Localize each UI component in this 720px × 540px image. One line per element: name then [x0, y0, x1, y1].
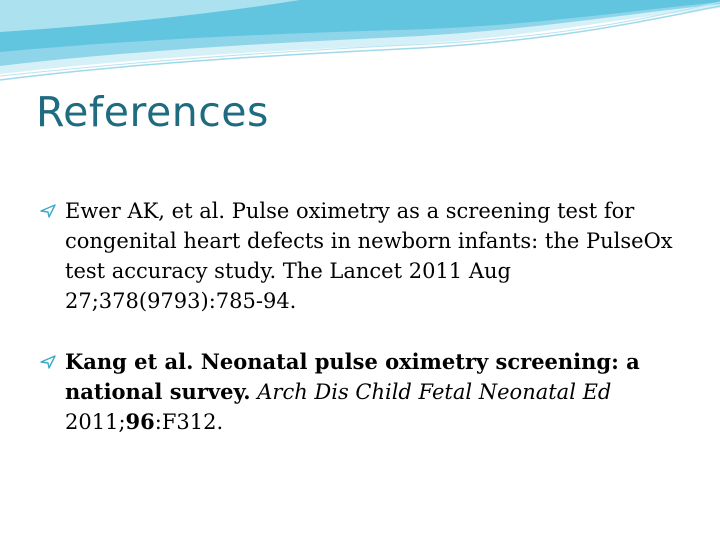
reference-volume: 96: [125, 409, 155, 434]
slide-title: References: [36, 88, 269, 136]
bullet-icon: [40, 355, 56, 369]
reference-item-1: [40, 196, 680, 316]
reference-authors-title: Kang et al. Neonatal pulse oximetry screening: a national survey.: [65, 349, 640, 404]
references-list: [40, 196, 680, 468]
reference-item-2: [40, 347, 680, 437]
bullet-icon: [40, 204, 56, 218]
header-wave-decoration: [0, 0, 720, 90]
reference-text: Ewer AK, et al. Pulse oximetry as a screening test for congenital heart defects in newborn infants: the PulseOx test accuracy study. The Lancet 2011 Aug 27;378(9793):785-94.: [65, 199, 673, 313]
reference-journal: Arch Dis Child Fetal Neonatal Ed: [257, 380, 612, 404]
reference-year: 2011;: [65, 410, 126, 434]
reference-pages: :F312.: [154, 410, 224, 434]
